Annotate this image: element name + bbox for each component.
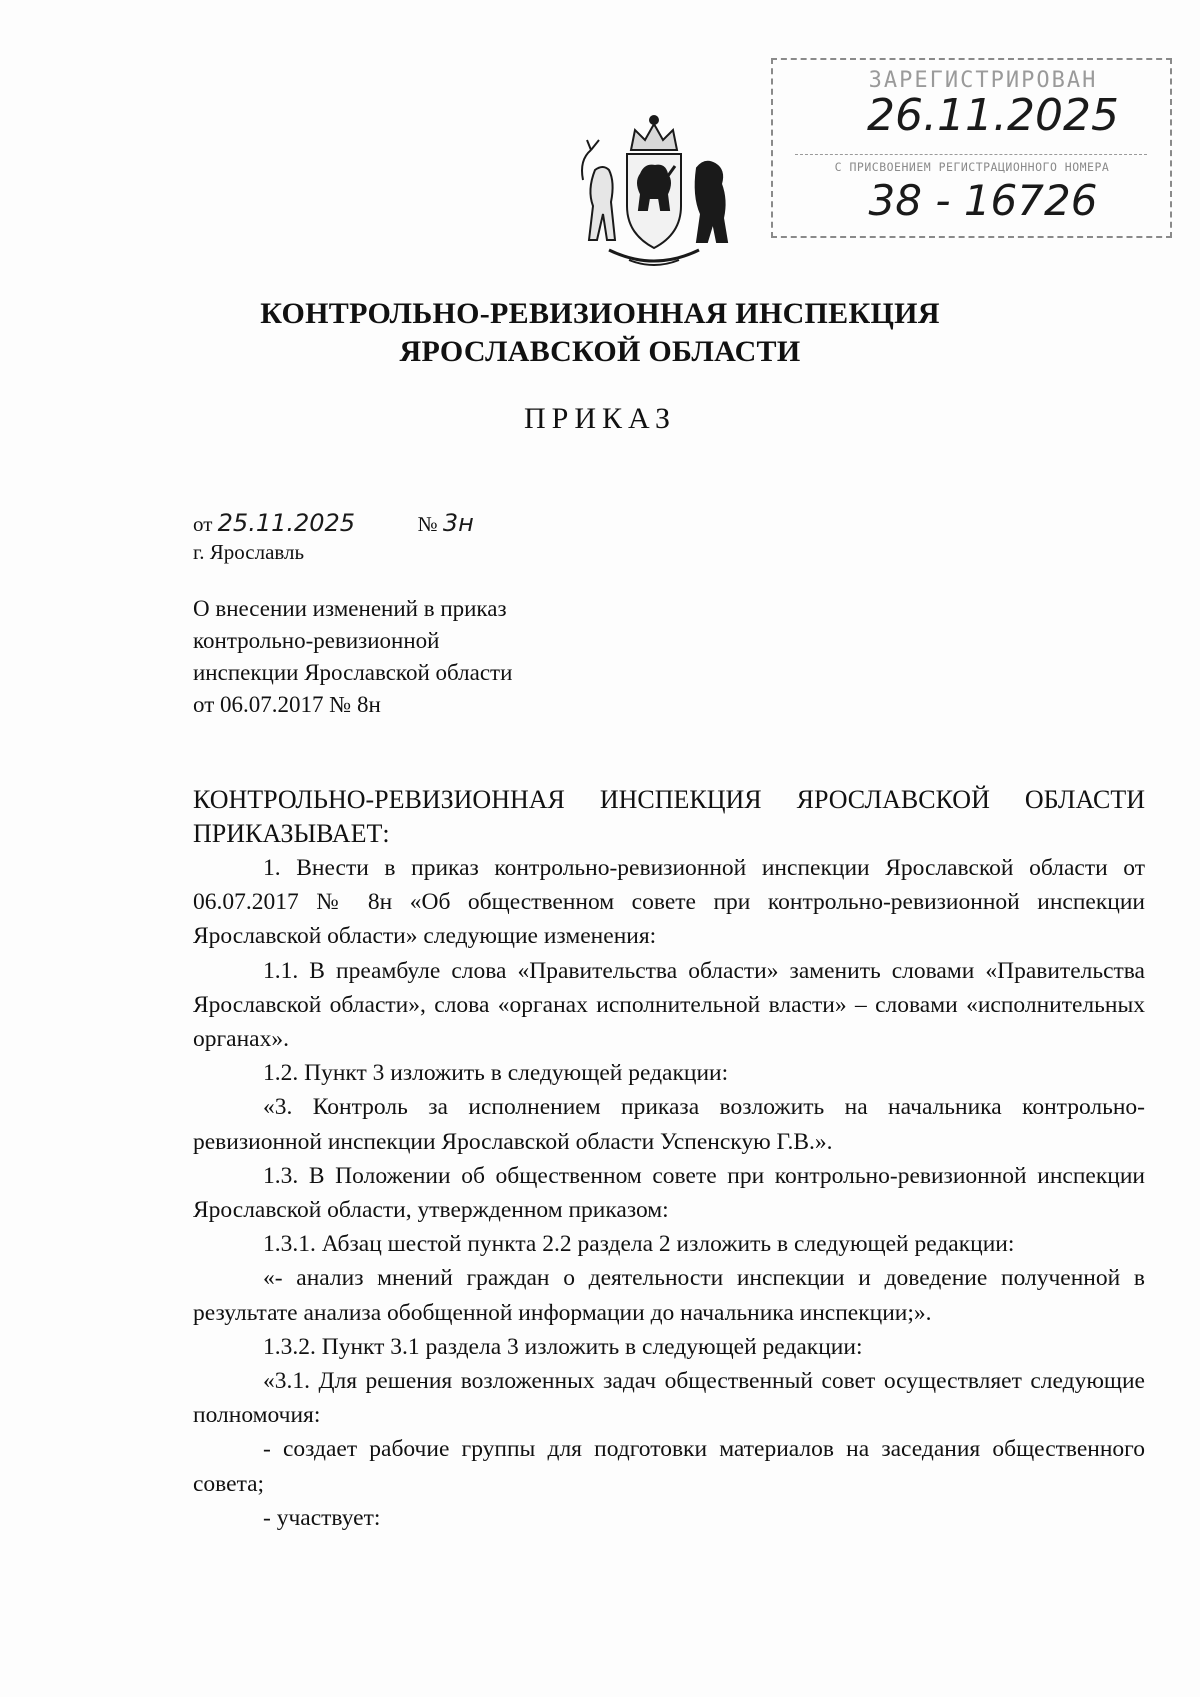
- subject-line: инспекции Ярославской области: [193, 660, 513, 685]
- body-paragraph: «- анализ мнений граждан о деятельности инспекции и доведение полученной в результате анализа обобщенной информации до начальника инспекции;».: [193, 1265, 1145, 1326]
- handwritten-number: 3н: [442, 509, 474, 537]
- subject-line: от 06.07.2017 № 8н: [193, 692, 381, 717]
- document-type: ПРИКАЗ: [524, 402, 676, 435]
- stamp-title: ЗАРЕГИСТРИРОВАН: [868, 68, 1098, 93]
- subject-line: О внесении изменений в приказ: [193, 596, 507, 621]
- order-date-number: [193, 509, 474, 537]
- body-paragraph: 1.3. В Положении об общественном совете при контрольно-ревизионной инспекции Ярославской области, утвержденном приказом:: [193, 1162, 1145, 1224]
- body-paragraph: 1.3.1. Абзац шестой пункта 2.2 раздела 2 изложить в следующей редакции:: [263, 1231, 1015, 1258]
- stamp-subtitle: С ПРИСВОЕНИЕМ РЕГИСТРАЦИОННОГО НОМЕРА: [834, 160, 1110, 174]
- body-paragraph: 1.1. В преамбуле слова «Правительства области» заменить словами «Правительства Ярославской области», слова «органах исполнительной власти» – словами «исполнительных органах».: [193, 957, 1145, 1053]
- coat-of-arms-icon: [569, 110, 739, 280]
- body-paragraph: - создает рабочие группы для подготовки материалов на заседания общественного совета;: [193, 1436, 1145, 1497]
- body-paragraph: 1.2. Пункт 3 изложить в следующей редакции:: [263, 1060, 729, 1087]
- stamp-number: 38 - 16726: [868, 176, 1098, 225]
- body-paragraph: - участвует:: [263, 1504, 381, 1531]
- subject-line: контрольно-ревизионной: [193, 628, 440, 653]
- organization-title-line1: КОНТРОЛЬНО-РЕВИЗИОННАЯ ИНСПЕКЦИЯ: [260, 297, 940, 330]
- preamble: КОНТРОЛЬНО-РЕВИЗИОННАЯ ИНСПЕКЦИЯ ЯРОСЛАВСКОЙ ОБЛАСТИ ПРИКАЗЫВАЕТ:: [193, 785, 1145, 848]
- order-body: [193, 783, 1145, 1535]
- date-prefix: от: [193, 512, 213, 536]
- stamp-divider: [795, 154, 1147, 155]
- number-prefix: №: [417, 512, 438, 536]
- registration-stamp: [771, 58, 1172, 238]
- city: г. Ярославль: [193, 540, 305, 564]
- body-paragraph: 1.3.2. Пункт 3.1 раздела 3 изложить в следующей редакции:: [263, 1333, 863, 1360]
- handwritten-date: 25.11.2025: [217, 509, 356, 537]
- organization-title: [150, 295, 1050, 371]
- stamp-date: 26.11.2025: [867, 90, 1119, 141]
- body-paragraph: «3.1. Для решения возложенных задач общественный совет осуществляет следующие полномочия:: [193, 1368, 1145, 1429]
- order-subject: [193, 593, 693, 721]
- organization-title-line2: ЯРОСЛАВСКОЙ ОБЛАСТИ: [399, 335, 801, 368]
- body-paragraph: «3. Контроль за исполнением приказа возложить на начальника контрольно-ревизионной инспекции Ярославской области Успенскую Г.В.».: [193, 1094, 1145, 1155]
- body-paragraph: 1. Внести в приказ контрольно-ревизионной инспекции Ярославской области от 06.07.2017 № 8н «Об общественном совете при контрольно-ревизионной инспекции Ярославской области» следующие изменения:: [193, 855, 1145, 950]
